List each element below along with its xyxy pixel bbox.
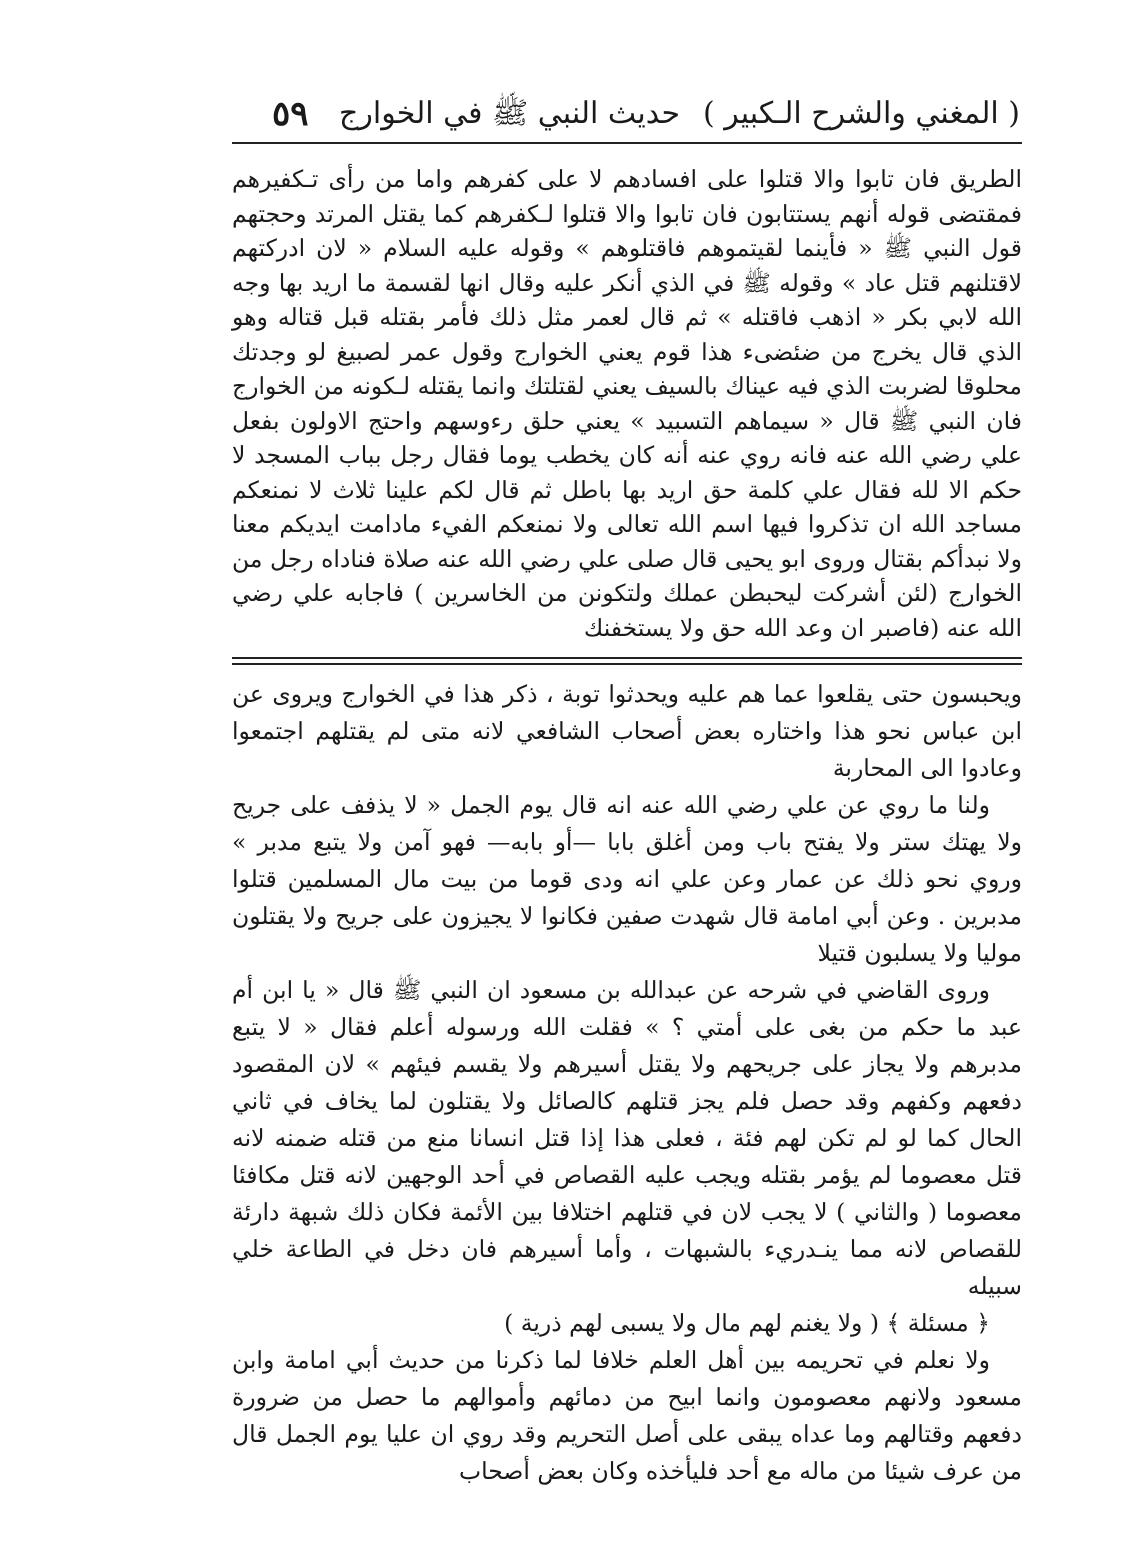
main-paragraph-2: ولنا ما روي عن علي رضي الله عنه انه قال يوم الجمل « لا يذفف على جريح ولا يهتك ستر ولا يفتح باب ومن أغلق بابا —أو بابه— فهو آمن ولا يتبع مدبر » وروي نحو ذلك عن عمار وعن علي انه ودى قوما من بيت مال المسلمين قتلوا مدبرين . وعن أبي امامة قال شهدت صفين فكانوا لا يجيزون على جريح ولا يقتلون موليا ولا يسلبون قتيلا: [232, 791, 1022, 967]
main-paragraph-3: وروى القاضي في شرحه عن عبدالله بن مسعود ان النبي ﷺ قال « يا ابن أم عبد ما حكم من بغى على أمتي ؟ » فقلت الله ورسوله أعلم فقال « لا يتبع مدبرهم ولا يجاز على جريحهم ولا يقتل أسيرهم ولا يقسم فيئهم » لان المقصود دفعهم وكفهم وقد حصل فلم يجز قتلهم كالصائل ولا يقتلون لما يخاف في ثاني الحال كما لو لم تكن لهم فئة ، فعلى هذا إذا قتل انسانا منع من قتله ضمنه لانه قتل معصوما لم يؤمر بقتله ويجب عليه القصاص في أحد الوجهين لانه قتل مكافئا معصوما ( والثاني ) لا يجب لان في قتلهم اختلافا بين الأئمة فكان ذلك شبهة دارئة للقصاص لانه مما ينـدريء بالشبهات ، وأما أسيرهم فان دخل في الطاعة خلي سبيله: [232, 976, 1022, 1300]
section-divider-bottom: [232, 663, 1022, 665]
page-number: ٥٩: [272, 94, 309, 134]
issue-heading: ﴿ مسئلة ﴾ ( ولا يغنم لهم مال ولا يسبى لهم ذرية ): [504, 1309, 990, 1337]
header-rule: [232, 142, 1022, 144]
page-header: [230, 92, 1020, 136]
main-paragraph-4: ولا نعلم في تحريمه بين أهل العلم خلافا لما ذكرنا من حديث أبي امامة وابن مسعود ولانهم معصومون وانما ابيح من دمائهم وأموالهم ما حصل من ضرورة دفعهم وقتالهم وما عداه يبقى على أصل التحريم وقد روي ان عليا يوم الجمل قال من عرف شيئا من ماله مع أحد فليأخذه وكان بعض أصحاب: [232, 1346, 1022, 1485]
commentary-text: [232, 162, 1022, 645]
main-paragraph-1: ويحبسون حتى يقلعوا عما هم عليه ويحدثوا توبة ، ذكر هذا في الخوارج ويروى عن ابن عباس نحو هذا واختاره بعض أصحاب الشافعي لانه متى لم يقتلهم اجتمعوا وعادوا الى المحاربة: [232, 680, 1022, 782]
chapter-title: حديث النبي ﷺ في الخوارج: [339, 96, 680, 131]
commentary-paragraph: الطريق فان تابوا والا قتلوا على افسادهم لا على كفرهم واما من رأى تـكفيرهم فمقتضى قوله أنهم يستتابون فان تابوا والا قتلوا لـكفرهم كما يقتل المرتد وحجتهم قول النبي ﷺ « فأينما لقيتموهم فاقتلوهم » وقوله عليه السلام « لان ادركتهم لاقتلنهم قتل عاد » وقوله ﷺ في الذي أنكر عليه وقال انها لقسمة ما اريد بها وجه الله لابي بكر « اذهب فاقتله » ثم قال لعمر مثل ذلك فأمر بقتله قبل قتاله وهو الذي قال يخرج من ضئضىء هذا قوم يعني الخوارج وقول عمر لصبيغ لو وجدتك محلوقا لضربت الذي فيه عيناك بالسيف يعني لقتلتك وانما يقتله لـكونه من الخوارج فان النبي ﷺ قال « سيماهم التسبيد » يعني حلق رءوسهم واحتج الاولون بفعل علي رضي الله عنه فانه روي عنه أنه كان يخطب يوما فقال رجل بباب المسجد لا حكم الا لله فقال علي كلمة حق اريد بها باطل ثم قال لكم علينا ثلاث لا نمنعكم مساجد الله ان تذكروا فيها اسم الله تعالى ولا نمنعكم الفيء مادامت ايديكم معنا ولا نبدأكم بقتال وروى ابو يحيى قال صلى علي رضي الله عنه صلاة فناداه رجل من الخوارج (لئن أشركت ليحبطن عملك ولتكونن من الخاسرين ) فاجابه علي رضي الله عنه (فاصبر ان وعد الله حق ولا يستخفنك: [232, 165, 1022, 642]
book-title: ( المغني والشرح الـكبير ): [702, 96, 1020, 131]
main-text: [232, 676, 1022, 1490]
section-divider-top: [232, 657, 1022, 659]
